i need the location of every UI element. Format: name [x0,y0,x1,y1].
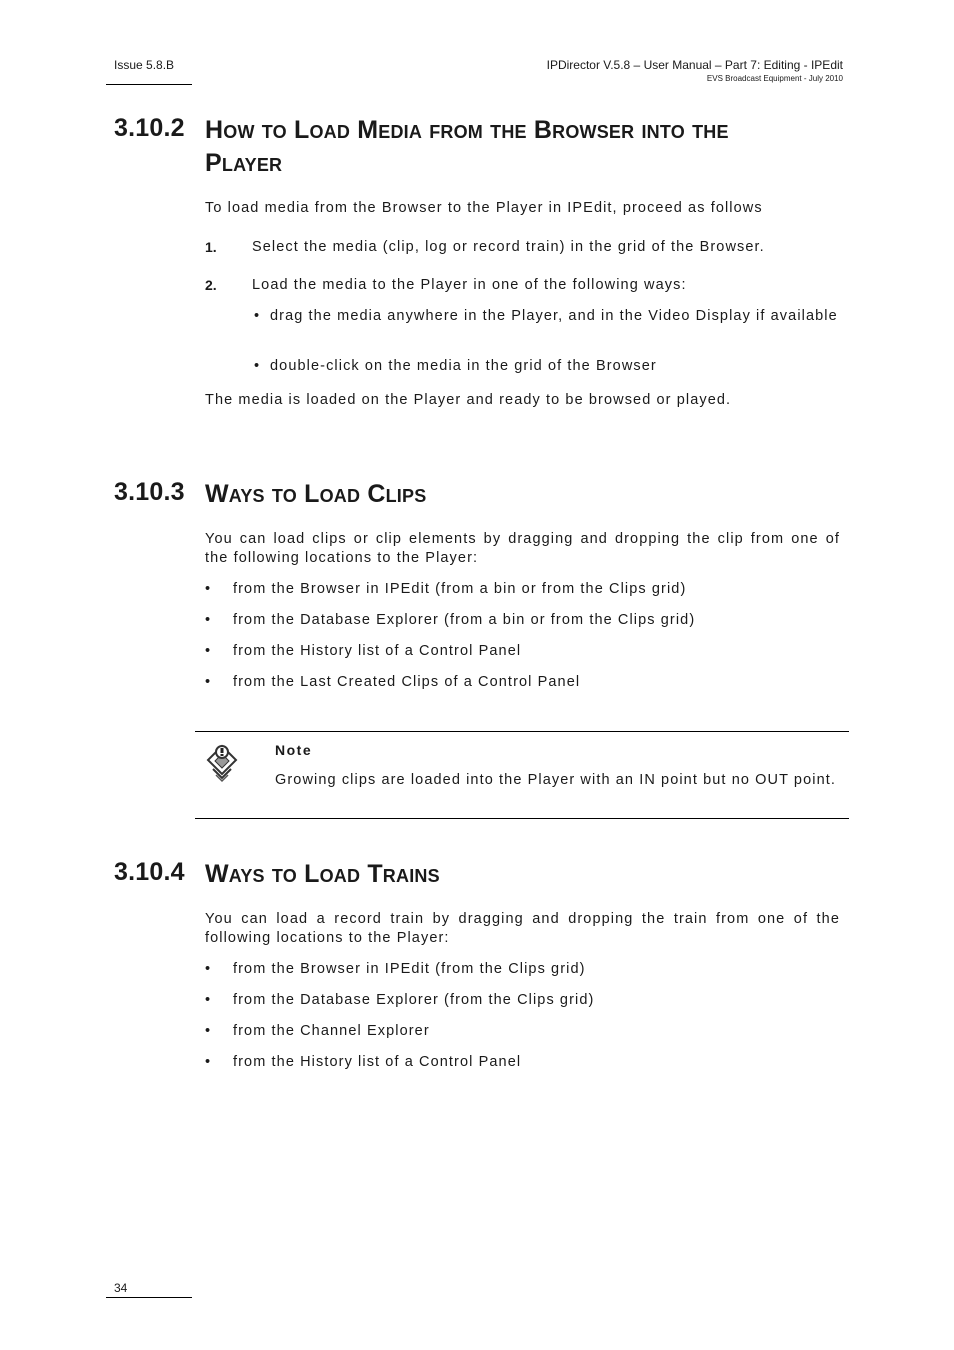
section-heading-3-10-4 [114,858,805,891]
step-text: Select the media (clip, log or record train) in the grid of the Browser. [252,239,765,255]
bullet-icon: • [205,1054,212,1070]
section-intro: You can load clips or clip elements by dragging and dropping the clip from one of the following locations to the Player: [205,531,840,566]
section-number: 3.10.3 [114,478,185,506]
list-item-text: from the Last Created Clips of a Control Panel [233,674,581,690]
list-item-text: from the Browser in IPEdit (from a bin or from the Clips grid) [233,581,687,597]
section-heading-3-10-3 [114,478,805,511]
header-rule [106,84,192,85]
section-title: Ways to Load Trains [205,860,440,888]
section-result: The media is loaded on the Player and ready to be browsed or played. [205,392,732,408]
note-bottom-rule [195,818,849,819]
section-title: How to Load Media from the Browser into the Player [205,116,729,177]
list-item-text: from the Channel Explorer [233,1023,430,1039]
section-number: 3.10.4 [114,858,185,886]
bullet-icon: • [205,581,212,597]
list-item-text: from the Browser in IPEdit (from the Clips grid) [233,961,586,977]
section-title: Ways to Load Clips [205,480,427,508]
bullet-icon: • [254,358,261,374]
section-number: 3.10.2 [114,114,185,142]
document-title: IPDirector V.5.8 – User Manual – Part 7: Editing - IPEdit [546,58,843,72]
list-item-text: from the Database Explorer (from the Clips grid) [233,992,595,1008]
bullet-icon: • [205,992,212,1008]
bullet-icon: • [205,674,212,690]
list-item-text: from the History list of a Control Panel [233,643,522,659]
list-item-text: drag the media anywhere in the Player, and in the Video Display if available [270,308,838,324]
section-intro: To load media from the Browser to the Player in IPEdit, proceed as follows [205,200,763,216]
step-number: 1. [205,239,217,255]
list-item-text: from the History list of a Control Panel [233,1054,522,1070]
section-heading-3-10-2 [114,114,805,180]
list-item-text: from the Database Explorer (from a bin or from the Clips grid) [233,612,696,628]
bullet-icon: • [205,643,212,659]
note-top-rule [195,731,849,732]
page-number: 34 [114,1281,128,1295]
bullet-icon: • [254,308,261,324]
bullet-icon: • [205,961,212,977]
step-text: Load the media to the Player in one of the following ways: [252,277,687,293]
step-number: 2. [205,277,217,293]
bullet-icon: • [205,612,212,628]
document-header [547,58,843,83]
section-intro: You can load a record train by dragging and dropping the train from one of the following locations to the Player: [205,911,840,946]
list-item-text: double-click on the media in the grid of the Browser [270,358,657,374]
note-title: Note [275,742,313,758]
note-icon [205,742,239,784]
note-text: Growing clips are loaded into the Player with an IN point but no OUT point. [275,772,836,788]
issue-label: Issue 5.8.B [114,58,175,72]
bullet-icon: • [205,1023,212,1039]
footer-rule [106,1297,192,1298]
document-subtitle: EVS Broadcast Equipment - July 2010 [706,74,843,83]
